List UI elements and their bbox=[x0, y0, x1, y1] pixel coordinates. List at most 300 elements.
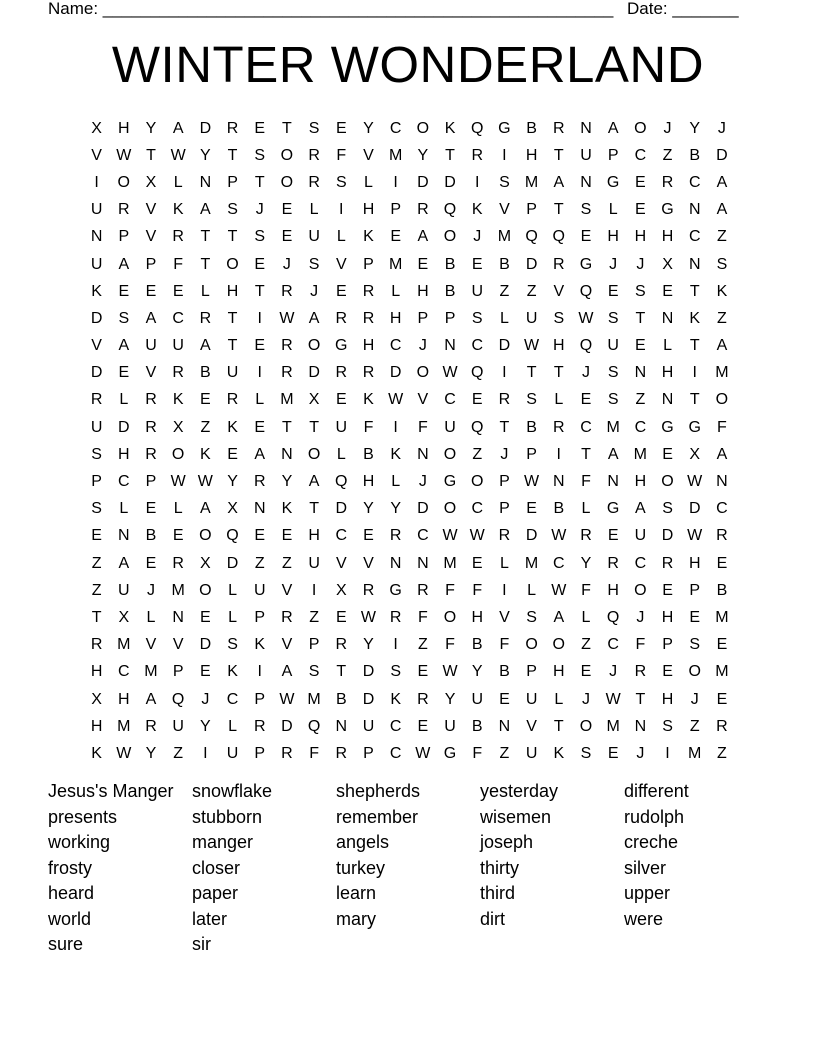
grid-letter: W bbox=[605, 690, 621, 708]
grid-letter: Y bbox=[471, 663, 483, 681]
grid-letter: R bbox=[145, 391, 157, 409]
grid-letter: T bbox=[254, 282, 265, 300]
grid-letter: D bbox=[226, 554, 239, 572]
grid-letter: E bbox=[607, 744, 619, 762]
grid-letter: O bbox=[715, 391, 729, 409]
grid-letter: B bbox=[499, 255, 510, 273]
grid-letter: T bbox=[227, 337, 238, 355]
grid-letter: V bbox=[335, 255, 347, 273]
grid-letter: V bbox=[91, 337, 102, 355]
grid-letter: S bbox=[390, 663, 401, 681]
grid-letter: A bbox=[308, 473, 320, 491]
grid-letter: R bbox=[389, 527, 402, 545]
grid-letter: T bbox=[689, 337, 700, 355]
grid-letter: K bbox=[91, 282, 102, 300]
grid-letter: P bbox=[499, 473, 510, 491]
grid-letter: N bbox=[444, 337, 456, 355]
grid-letter: L bbox=[581, 608, 591, 626]
grid-letter: D bbox=[199, 636, 212, 654]
grid-letter: M bbox=[443, 554, 457, 572]
grid-letter: A bbox=[716, 201, 728, 219]
grid-letter: N bbox=[417, 445, 429, 463]
grid-letter: M bbox=[715, 608, 729, 626]
grid-letter: S bbox=[553, 309, 565, 327]
grid-letter: K bbox=[281, 500, 293, 518]
grid-letter: Y bbox=[363, 119, 374, 137]
grid-letter: D bbox=[498, 337, 511, 355]
grid-letter: O bbox=[280, 173, 294, 191]
grid-letter: T bbox=[553, 201, 564, 219]
grid-letter: L bbox=[309, 201, 319, 219]
grid-row bbox=[83, 387, 743, 414]
grid-letter: U bbox=[634, 527, 647, 545]
grid-letter: M bbox=[171, 581, 185, 599]
grid-letter: D bbox=[444, 173, 456, 191]
grid-letter: H bbox=[471, 608, 483, 626]
word-list-item: silver bbox=[624, 857, 667, 878]
grid-letter: G bbox=[498, 119, 511, 137]
grid-letter: Q bbox=[307, 717, 321, 735]
word-list-item: creche bbox=[624, 832, 679, 852]
grid-letter: J bbox=[201, 690, 210, 708]
grid-letter: E bbox=[526, 500, 537, 518]
grid-letter: T bbox=[689, 391, 700, 409]
page-title: WINTER WONDERLAND bbox=[111, 36, 705, 93]
grid-letter: R bbox=[281, 744, 293, 762]
grid-letter: Y bbox=[363, 636, 374, 654]
grid-letter: A bbox=[417, 228, 429, 246]
grid-letter: D bbox=[417, 173, 429, 191]
grid-letter: A bbox=[145, 690, 157, 708]
grid-letter: V bbox=[553, 282, 565, 300]
grid-letter: R bbox=[417, 581, 429, 599]
grid-letter: P bbox=[254, 744, 266, 762]
grid-letter: R bbox=[417, 690, 429, 708]
grid-letter: Q bbox=[579, 282, 593, 300]
grid-letter: B bbox=[363, 445, 374, 463]
word-list-item: thirty bbox=[480, 857, 520, 878]
grid-letter: Q bbox=[335, 473, 348, 491]
grid-letter: Y bbox=[417, 146, 429, 164]
word-list bbox=[48, 780, 778, 959]
grid-letter: K bbox=[172, 391, 184, 409]
grid-letter: U bbox=[471, 690, 483, 708]
grid-letter: E bbox=[118, 282, 130, 300]
grid-letter: Q bbox=[552, 228, 565, 246]
grid-letter: Z bbox=[717, 309, 727, 327]
grid-letter: N bbox=[335, 717, 348, 735]
grid-letter: Z bbox=[635, 391, 646, 409]
grid-row bbox=[83, 115, 743, 142]
grid-letter: E bbox=[254, 119, 266, 137]
grid-letter: J bbox=[282, 255, 291, 273]
grid-letter: T bbox=[581, 445, 591, 463]
grid-letter: B bbox=[444, 282, 456, 300]
grid-letter: N bbox=[716, 473, 728, 491]
grid-letter: R bbox=[471, 146, 483, 164]
grid-letter: L bbox=[228, 608, 237, 626]
grid-letter: T bbox=[227, 309, 238, 327]
grid-letter: L bbox=[554, 690, 564, 708]
grid-letter: D bbox=[90, 309, 103, 327]
grid-letter: Q bbox=[525, 228, 538, 246]
grid-letter: N bbox=[281, 445, 293, 463]
grid-letter: R bbox=[362, 282, 375, 300]
grid-letter: K bbox=[227, 418, 238, 436]
grid-letter: M bbox=[117, 636, 131, 654]
grid-letter: X bbox=[91, 690, 102, 708]
grid-letter: U bbox=[525, 309, 538, 327]
grid-letter: V bbox=[499, 201, 510, 219]
grid-letter: E bbox=[335, 282, 347, 300]
grid-letter: P bbox=[145, 473, 157, 491]
grid-letter: S bbox=[716, 255, 728, 273]
grid-letter: U bbox=[444, 418, 456, 436]
grid-letter: W bbox=[360, 608, 377, 626]
word-list-item: manger bbox=[192, 832, 254, 852]
grid-letter: I bbox=[474, 173, 480, 191]
grid-row bbox=[83, 441, 743, 468]
grid-letter: I bbox=[94, 173, 99, 191]
grid-letter: E bbox=[635, 173, 646, 191]
word-list-item: presents bbox=[48, 806, 118, 827]
grid-letter: S bbox=[335, 173, 347, 191]
grid-letter: P bbox=[172, 663, 184, 681]
grid-letter: A bbox=[118, 255, 130, 273]
grid-letter: T bbox=[526, 364, 537, 382]
grid-letter: D bbox=[335, 500, 348, 518]
grid-letter: S bbox=[662, 717, 673, 735]
grid-letter: P bbox=[417, 309, 429, 327]
grid-letter: W bbox=[442, 527, 458, 545]
grid-letter: S bbox=[254, 146, 266, 164]
word-list-item: remember bbox=[336, 806, 419, 827]
grid-letter: K bbox=[716, 282, 728, 300]
grid-letter: O bbox=[280, 146, 294, 164]
grid-letter: E bbox=[281, 228, 293, 246]
grid-letter: J bbox=[609, 255, 618, 273]
grid-letter: S bbox=[580, 744, 592, 762]
grid-letter: Z bbox=[526, 282, 537, 300]
grid-letter: R bbox=[417, 201, 429, 219]
grid-letter: B bbox=[471, 717, 483, 735]
grid-letter: N bbox=[580, 173, 592, 191]
word-list-item: frosty bbox=[48, 857, 93, 878]
grid-letter: Q bbox=[579, 337, 593, 355]
grid-letter: S bbox=[308, 255, 320, 273]
grid-letter: N bbox=[118, 527, 130, 545]
grid-letter: S bbox=[689, 636, 701, 654]
grid-row bbox=[83, 305, 743, 332]
grid-letter: J bbox=[663, 119, 672, 137]
grid-letter: A bbox=[281, 663, 293, 681]
grid-letter: F bbox=[445, 581, 455, 599]
grid-letter: I bbox=[311, 581, 317, 599]
grid-letter: E bbox=[254, 418, 266, 436]
grid-letter: D bbox=[417, 500, 429, 518]
grid-letter: A bbox=[118, 554, 130, 572]
grid-letter: O bbox=[416, 364, 430, 382]
grid-letter: U bbox=[444, 717, 456, 735]
grid-letter: U bbox=[90, 418, 103, 436]
grid-letter: I bbox=[692, 364, 697, 382]
grid-letter: I bbox=[502, 581, 507, 599]
grid-letter: C bbox=[471, 337, 483, 355]
grid-letter: N bbox=[634, 364, 647, 382]
grid-letter: D bbox=[661, 527, 674, 545]
grid-letter: W bbox=[524, 473, 540, 491]
grid-letter: T bbox=[553, 364, 564, 382]
grid-letter: S bbox=[91, 445, 102, 463]
grid-letter: X bbox=[118, 608, 130, 626]
grid-letter: A bbox=[308, 309, 320, 327]
grid-letter: H bbox=[118, 445, 130, 463]
grid-letter: R bbox=[580, 527, 592, 545]
grid-letter: C bbox=[688, 228, 701, 246]
grid-letter: U bbox=[172, 717, 184, 735]
grid-letter: E bbox=[635, 337, 646, 355]
grid-letter: D bbox=[389, 364, 402, 382]
grid-letter: T bbox=[200, 228, 211, 246]
grid-letter: A bbox=[716, 173, 728, 191]
grid-letter: L bbox=[554, 391, 564, 409]
grid-letter: Q bbox=[226, 527, 239, 545]
grid-letter: H bbox=[661, 228, 674, 246]
grid-letter: L bbox=[391, 473, 401, 491]
grid-letter: B bbox=[499, 663, 510, 681]
grid-letter: T bbox=[553, 717, 564, 735]
grid-letter: O bbox=[688, 663, 701, 681]
grid-letter: V bbox=[145, 364, 157, 382]
grid-letter: R bbox=[716, 717, 728, 735]
grid-row bbox=[83, 224, 743, 251]
grid-letter: V bbox=[172, 636, 184, 654]
grid-letter: W bbox=[116, 744, 132, 762]
grid-letter: F bbox=[581, 581, 591, 599]
grid-letter: U bbox=[90, 255, 103, 273]
grid-row bbox=[83, 169, 743, 196]
grid-letter: V bbox=[145, 636, 157, 654]
grid-letter: R bbox=[226, 391, 239, 409]
grid-letter: C bbox=[634, 554, 647, 572]
grid-letter: T bbox=[146, 146, 156, 164]
grid-letter: J bbox=[636, 255, 645, 273]
grid-letter: K bbox=[172, 201, 184, 219]
grid-letter: S bbox=[308, 663, 320, 681]
grid-letter: G bbox=[688, 418, 701, 436]
grid-letter: F bbox=[417, 418, 428, 436]
grid-letter: E bbox=[417, 663, 429, 681]
grid-letter: E bbox=[499, 690, 510, 708]
grid-letter: K bbox=[553, 744, 565, 762]
word-list-item: joseph bbox=[480, 832, 534, 852]
grid-letter: O bbox=[307, 337, 321, 355]
grid-letter: F bbox=[173, 255, 184, 273]
grid-letter: S bbox=[580, 201, 592, 219]
grid-row bbox=[83, 659, 743, 686]
grid-letter: Z bbox=[717, 744, 727, 762]
grid-letter: E bbox=[662, 445, 673, 463]
grid-letter: L bbox=[581, 500, 591, 518]
grid-letter: A bbox=[200, 500, 211, 518]
grid-letter: R bbox=[362, 581, 375, 599]
grid-letter: U bbox=[253, 581, 266, 599]
grid-letter: G bbox=[661, 418, 674, 436]
grid-letter: W bbox=[687, 473, 703, 491]
grid-letter: C bbox=[118, 663, 130, 681]
grid-letter: E bbox=[200, 391, 211, 409]
grid-row bbox=[83, 577, 743, 604]
grid-letter: M bbox=[307, 690, 321, 708]
grid-letter: W bbox=[197, 473, 213, 491]
grid-letter: Y bbox=[689, 119, 701, 137]
grid-letter: D bbox=[308, 364, 320, 382]
grid-letter: N bbox=[253, 500, 266, 518]
grid-letter: L bbox=[336, 445, 346, 463]
grid-letter: W bbox=[279, 309, 295, 327]
grid-letter: C bbox=[118, 473, 130, 491]
grid-letter: F bbox=[472, 581, 483, 599]
grid-letter: H bbox=[553, 663, 565, 681]
grid-letter: M bbox=[117, 717, 131, 735]
grid-letter: T bbox=[282, 418, 292, 436]
grid-letter: E bbox=[335, 608, 347, 626]
grid-letter: R bbox=[335, 636, 348, 654]
grid-letter: I bbox=[257, 364, 262, 382]
grid-letter: E bbox=[607, 527, 619, 545]
grid-letter: L bbox=[255, 391, 265, 409]
grid-letter: M bbox=[280, 391, 294, 409]
grid-letter: J bbox=[636, 744, 645, 762]
grid-letter: C bbox=[607, 636, 619, 654]
grid-letter: T bbox=[254, 173, 265, 191]
grid-letter: Z bbox=[91, 581, 102, 599]
grid-letter: N bbox=[661, 391, 674, 409]
grid-letter: R bbox=[308, 146, 320, 164]
grid-letter: G bbox=[661, 201, 674, 219]
grid-letter: Y bbox=[227, 473, 238, 491]
grid-letter: A bbox=[172, 119, 184, 137]
grid-letter: E bbox=[716, 554, 728, 572]
grid-letter: I bbox=[257, 663, 262, 681]
grid-letter: H bbox=[661, 364, 674, 382]
grid-letter: J bbox=[310, 282, 319, 300]
grid-letter: R bbox=[199, 309, 212, 327]
grid-letter: N bbox=[172, 608, 184, 626]
grid-letter: S bbox=[254, 228, 266, 246]
grid-letter: U bbox=[607, 337, 619, 355]
grid-letter: O bbox=[199, 527, 212, 545]
grid-letter: B bbox=[335, 690, 347, 708]
grid-letter: Z bbox=[417, 636, 428, 654]
grid-letter: P bbox=[254, 690, 266, 708]
grid-letter: F bbox=[499, 636, 510, 654]
grid-row bbox=[83, 604, 743, 631]
grid-letter: N bbox=[607, 473, 619, 491]
grid-letter: R bbox=[90, 391, 103, 409]
grid-letter: A bbox=[118, 337, 130, 355]
grid-letter: D bbox=[716, 146, 728, 164]
grid-letter: U bbox=[525, 744, 538, 762]
grid-letter: A bbox=[607, 445, 619, 463]
grid-letter: H bbox=[525, 146, 538, 164]
grid-letter: P bbox=[308, 636, 320, 654]
grid-letter: I bbox=[339, 201, 344, 219]
grid-letter: Z bbox=[499, 744, 510, 762]
grid-letter: Y bbox=[363, 500, 374, 518]
grid-letter: X bbox=[335, 581, 347, 599]
grid-letter: O bbox=[579, 717, 593, 735]
word-list-item: shepherds bbox=[336, 781, 421, 801]
grid-letter: H bbox=[688, 554, 701, 572]
grid-letter: J bbox=[636, 608, 645, 626]
grid-letter: N bbox=[661, 309, 674, 327]
grid-letter: A bbox=[145, 309, 157, 327]
grid-letter: Y bbox=[580, 554, 592, 572]
grid-letter: H bbox=[118, 119, 130, 137]
grid-letter: H bbox=[362, 473, 375, 491]
grid-letter: D bbox=[362, 663, 375, 681]
grid-letter: O bbox=[525, 636, 538, 654]
grid-letter: K bbox=[227, 663, 238, 681]
grid-letter: S bbox=[607, 391, 619, 409]
grid-letter: B bbox=[526, 119, 537, 137]
grid-letter: X bbox=[200, 554, 211, 572]
grid-letter: B bbox=[526, 418, 537, 436]
grid-letter: O bbox=[443, 228, 457, 246]
grid-letter: E bbox=[281, 201, 293, 219]
grid-letter: K bbox=[363, 228, 374, 246]
grid-letter: A bbox=[553, 173, 565, 191]
grid-letter: Y bbox=[390, 500, 401, 518]
grid-letter: V bbox=[363, 554, 374, 572]
grid-letter: C bbox=[226, 690, 239, 708]
grid-letter: U bbox=[335, 418, 348, 436]
grid-letter: Z bbox=[689, 717, 700, 735]
grid-letter: D bbox=[362, 690, 375, 708]
grid-row bbox=[83, 740, 743, 767]
grid-letter: O bbox=[552, 636, 565, 654]
grid-letter: R bbox=[118, 201, 130, 219]
grid-letter: K bbox=[390, 445, 401, 463]
grid-letter: R bbox=[607, 554, 619, 572]
grid-letter: V bbox=[363, 146, 374, 164]
word-list-item: third bbox=[480, 883, 516, 903]
grid-letter: L bbox=[663, 337, 672, 355]
grid-letter: H bbox=[607, 228, 619, 246]
grid-letter: Z bbox=[282, 554, 292, 572]
grid-letter: E bbox=[363, 527, 374, 545]
grid-letter: U bbox=[226, 744, 239, 762]
grid-letter: E bbox=[662, 581, 673, 599]
grid-letter: E bbox=[145, 554, 157, 572]
grid-letter: M bbox=[497, 228, 512, 246]
grid-letter: W bbox=[469, 527, 485, 545]
grid-letter: K bbox=[200, 445, 211, 463]
grid-letter: S bbox=[607, 364, 619, 382]
word-list-item: sure bbox=[48, 934, 84, 954]
grid-letter: O bbox=[443, 608, 457, 626]
grid-row bbox=[83, 251, 743, 278]
grid-letter: E bbox=[118, 364, 130, 382]
grid-letter: O bbox=[634, 119, 647, 137]
grid-letter: K bbox=[363, 391, 374, 409]
grid-letter: B bbox=[471, 636, 483, 654]
grid-letter: Q bbox=[171, 690, 185, 708]
grid-letter: Q bbox=[606, 608, 620, 626]
grid-row bbox=[83, 686, 743, 713]
grid-letter: O bbox=[443, 500, 457, 518]
